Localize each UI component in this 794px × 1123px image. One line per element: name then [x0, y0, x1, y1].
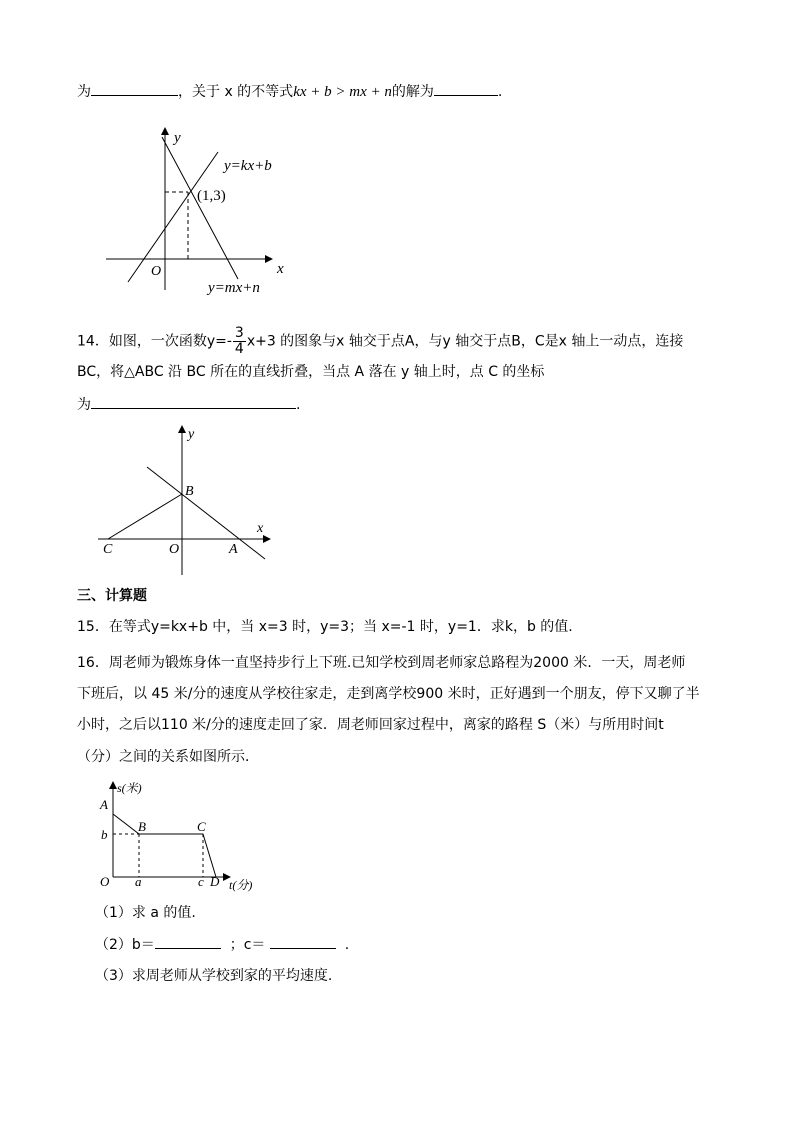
q16-O-label: O	[100, 874, 110, 889]
q13-point-label: (1,3)	[197, 188, 226, 204]
q13-text-2: ，关于 x 的不等式	[178, 84, 294, 100]
q16-c-answer-blank[interactable]	[270, 934, 336, 949]
q14-text-3: 为	[77, 397, 91, 413]
q14-text-2: x+3 的图象与x 轴交于点A，与y 轴交于点B，C是x 轴上一动点，连接	[246, 333, 684, 350]
q16-A-label: A	[100, 797, 108, 812]
q14-O-label: O	[169, 542, 180, 557]
q14-A-label: A	[229, 542, 238, 557]
q14-y-label: y	[188, 427, 195, 442]
q16-sub-1: （1）求 a 的值.	[95, 905, 196, 921]
q16-a-label: a	[135, 874, 142, 889]
q14-x-label: x	[257, 521, 264, 536]
q13-answer-blank-1[interactable]	[91, 81, 178, 96]
q13-x-label: x	[277, 261, 284, 277]
q13-line2-label: y=mx+n	[208, 280, 260, 296]
q16-B-label: B	[138, 819, 146, 834]
q13-line1-label: y=kx+b	[224, 158, 272, 174]
q16-line-2: 下班后，以 45 米/分的速度从学校往家走，走到离学校900 米时，正好遇到一个朋友，停下又聊了半	[77, 686, 700, 702]
q14-graph	[94, 420, 279, 580]
q14-frac-num: 3	[234, 325, 244, 341]
q14-text-4: .	[296, 397, 301, 413]
q13-text-line	[77, 81, 502, 102]
q16-b-label: b	[101, 827, 108, 842]
q15-line: 15．在等式y=kx+b 中，当 x=3 时，y=3；当 x=-1 时，y=1．求k，b 的值.	[77, 619, 573, 635]
q16-D-label: D	[210, 874, 220, 889]
q14-segment-BC	[108, 494, 182, 539]
q13-answer-blank-2[interactable]	[434, 81, 498, 96]
q14-B-label: B	[185, 484, 194, 499]
q14-line-AB	[147, 467, 265, 559]
q13-text-4: .	[497, 84, 503, 100]
q13-inequality: kx + b > mx + n	[293, 84, 392, 100]
q16-graph	[95, 776, 275, 896]
q16-line-3: 小时，之后以110 米/分的速度走回了家．周老师回家过程中，离家的路程 S（米）与所用时间t	[77, 717, 664, 733]
q16-line-4: （分）之间的关系如图所示．	[77, 749, 259, 765]
q16-sub-2-c: ；c＝	[229, 937, 266, 953]
q16-line-1: 16．周老师为锻炼身体一直坚持步行上下班.已知学校到周老师家总路程为2000 米．一天，周老师	[77, 655, 686, 671]
q16-b-answer-blank[interactable]	[155, 934, 221, 949]
q13-y-label: y	[174, 130, 181, 146]
q13-text-3: 的解为	[391, 84, 434, 100]
q14-fraction	[233, 326, 246, 357]
q14-text-1: 14．如图，一次函数y=-	[77, 333, 232, 350]
q16-sub-2	[95, 934, 349, 955]
q16-x-label: t(分)	[229, 878, 253, 892]
q13-graph	[100, 122, 300, 302]
q16-sub-3: （3）求周老师从学校到家的平均速度.	[95, 968, 333, 984]
q14-frac-den: 4	[234, 341, 244, 357]
q14-line-1	[77, 326, 683, 357]
q14-line-2: BC，将△ABC 沿 BC 所在的直线折叠，当点 A 落在 y 轴上时，点 C 的坐标	[77, 364, 545, 380]
q14-C-label: C	[103, 542, 113, 557]
q14-answer-blank[interactable]	[91, 394, 296, 409]
q16-y-label: s(米)	[117, 781, 142, 795]
section-heading: 三、计算题	[77, 588, 147, 604]
q13-text-1: 为	[77, 84, 91, 100]
q13-origin-label: O	[151, 264, 162, 279]
q14-line-3	[77, 394, 300, 415]
q16-C-label: C	[197, 819, 206, 834]
q16-c-label: c	[198, 874, 204, 889]
q16-sub-2-end: .	[344, 937, 350, 953]
q16-sub-2-b: （2）b＝	[95, 937, 155, 953]
